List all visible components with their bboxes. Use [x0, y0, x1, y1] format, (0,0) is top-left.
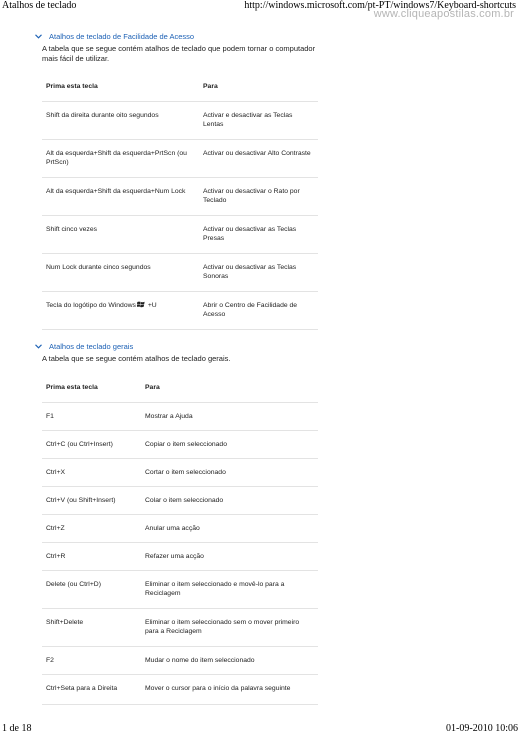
key-cell: Ctrl+R: [42, 542, 141, 570]
action-cell: Activar ou desactivar as Teclas Sonoras: [199, 253, 318, 291]
table-row: [42, 430, 318, 458]
section-title[interactable]: Atalhos de teclado de Facilidade de Acesso: [49, 31, 195, 41]
key-cell: Ctrl+V (ou Shift+Insert): [42, 486, 141, 514]
table-row: [42, 458, 318, 486]
action-cell: Eliminar o item seleccionado e movê-lo para a Reciclagem: [141, 570, 318, 608]
key-cell: Shift+Delete: [42, 608, 141, 646]
column-header-key: Prima esta tecla: [42, 72, 199, 101]
action-cell: Abrir o Centro de Facilidade de Acesso: [199, 291, 318, 329]
table-row: [42, 253, 318, 291]
action-cell: Copiar o item seleccionado: [141, 430, 318, 458]
action-cell: Activar e desactivar as Teclas Lentas: [199, 101, 318, 139]
section-description: A tabela que se segue contém atalhos de teclado gerais.: [42, 354, 231, 363]
section-general: [33, 340, 323, 364]
key-cell: Ctrl+X: [42, 458, 141, 486]
table-row: [42, 402, 318, 430]
page-title: Atalhos de teclado: [2, 0, 77, 11]
chevron-down-icon[interactable]: [33, 31, 43, 41]
action-cell: Mudar o nome do item seleccionado: [141, 646, 318, 674]
table-row: [42, 291, 318, 329]
key-cell: Alt da esquerda+Shift da esquerda+Num Lock: [42, 177, 199, 215]
action-cell: Anular uma acção: [141, 514, 318, 542]
page-number: 1 de 18: [2, 723, 32, 734]
section-header[interactable]: [33, 340, 323, 352]
key-cell: Ctrl+C (ou Ctrl+Insert): [42, 430, 141, 458]
table-row: [42, 486, 318, 514]
key-cell: Ctrl+Seta para a Direita: [42, 674, 141, 704]
key-cell: Ctrl+Z: [42, 514, 141, 542]
column-header-key: Prima esta tecla: [42, 374, 141, 402]
action-cell: Eliminar o item seleccionado sem o mover primeiro para a Reciclagem: [141, 608, 318, 646]
key-cell: Shift da direita durante oito segundos: [42, 101, 199, 139]
table-row: [42, 177, 318, 215]
action-cell: Mover o cursor para o início da palavra seguinte: [141, 674, 318, 704]
accessibility-shortcuts-table: [42, 72, 318, 330]
key-cell: Shift cinco vezes: [42, 215, 199, 253]
section-description: A tabela que se segue contém atalhos de teclado que podem tornar o computador mais fácil de utilizar.: [42, 44, 316, 63]
chevron-down-icon[interactable]: [33, 341, 43, 351]
table-row: [42, 570, 318, 608]
table-row: [42, 542, 318, 570]
action-cell: Cortar o item seleccionado: [141, 458, 318, 486]
table-row: [42, 608, 318, 646]
action-cell: Colar o item seleccionado: [141, 486, 318, 514]
print-datetime: 01-09-2010 10:06: [446, 723, 518, 734]
action-cell: Refazer uma acção: [141, 542, 318, 570]
action-cell: Activar ou desactivar as Teclas Presas: [199, 215, 318, 253]
action-cell: Mostrar a Ajuda: [141, 402, 318, 430]
section-header[interactable]: [33, 30, 323, 42]
key-cell: [42, 291, 199, 329]
column-header-action: Para: [199, 72, 318, 101]
section-title[interactable]: Atalhos de teclado gerais: [49, 341, 134, 351]
key-text: Tecla do logótipo do Windows: [46, 301, 136, 309]
table-row: [42, 646, 318, 674]
key-cell: F1: [42, 402, 141, 430]
key-cell: F2: [42, 646, 141, 674]
table-row: [42, 514, 318, 542]
column-header-action: Para: [141, 374, 318, 402]
table-header-row: [42, 72, 318, 101]
key-cell: Num Lock durante cinco segundos: [42, 253, 199, 291]
key-cell: Delete (ou Ctrl+D): [42, 570, 141, 608]
section-accessibility: [33, 30, 323, 64]
key-suffix: +U: [145, 301, 157, 309]
windows-logo-icon: [137, 301, 145, 308]
action-cell: Activar ou desactivar o Rato por Teclado: [199, 177, 318, 215]
table-row: [42, 101, 318, 139]
table-row: [42, 215, 318, 253]
table-row: [42, 674, 318, 704]
watermark: www.cliqueapostilas.com.br: [373, 8, 514, 20]
key-cell: Alt da esquerda+Shift da esquerda+PrtScn (ou PrtScn): [42, 139, 199, 177]
table-row: [42, 139, 318, 177]
table-header-row: [42, 374, 318, 402]
action-cell: Activar ou desactivar Alto Contraste: [199, 139, 318, 177]
general-shortcuts-table: [42, 374, 318, 705]
page-url[interactable]: http://windows.microsoft.com/pt-PT/windows7/Keyboard-shortcuts: [244, 0, 516, 11]
